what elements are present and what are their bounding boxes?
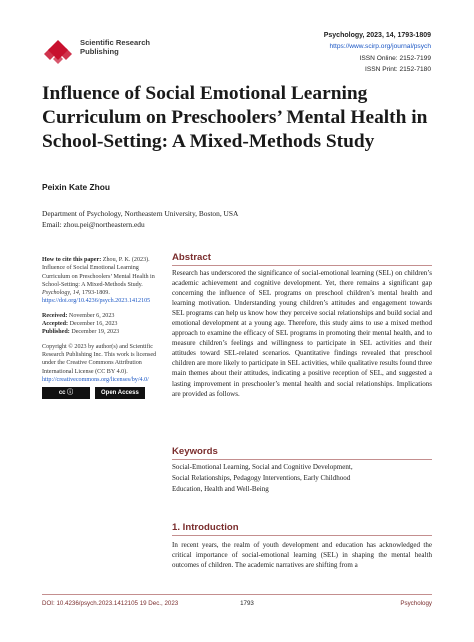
footer-doi[interactable]: DOI: 10.4236/psych.2023.1412105 19 Dec., 2023 bbox=[42, 600, 179, 607]
keywords-line: Social Relationships, Pedagogy Interventions, Early Childhood bbox=[172, 474, 351, 483]
introduction-divider bbox=[172, 535, 432, 536]
issn-print: ISSN Print: 2152-7180 bbox=[365, 66, 431, 74]
how-to-cite bbox=[42, 256, 162, 306]
keywords-list bbox=[172, 462, 432, 496]
license-link[interactable]: http://creativecommons.org/licenses/by/4.0/ bbox=[42, 376, 149, 383]
copyright-text: Copyright © 2023 by author(s) and Scientific Research Publishing Inc. This work is licensed under the Creative Commons Attribution International License (CC BY 4.0). bbox=[42, 343, 157, 375]
accepted-date: December 16, 2023 bbox=[69, 321, 118, 328]
affiliation-department: Department of Psychology, Northeastern University, Boston, USA bbox=[42, 209, 239, 218]
publisher-logo[interactable] bbox=[42, 40, 162, 66]
license-badges bbox=[42, 387, 162, 399]
affiliation bbox=[42, 208, 238, 230]
published-label: Published: bbox=[42, 329, 70, 336]
keywords-line: Social-Emotional Learning, Social and Cognitive Development, bbox=[172, 463, 353, 471]
affiliation-email[interactable]: Email: zhou.pei@northeastern.edu bbox=[42, 220, 145, 229]
page-number: 1793 bbox=[240, 600, 254, 607]
journal-citation: Psychology, 2023, 14, 1793-1809 bbox=[323, 32, 431, 39]
cite-text: Zhou, P. K. (2023). Influence of Social Emotional Learning Curriculum on Preschoolers’ Mental Health in School-Setting: A Mixed-Methods Study. bbox=[42, 257, 155, 288]
journal-url-link[interactable]: https://www.scirp.org/journal/psych bbox=[329, 43, 431, 51]
footer-journal: Psychology bbox=[400, 600, 432, 607]
introduction-heading: 1. Introduction bbox=[172, 522, 239, 533]
keywords-line: Education, Health and Well-Being bbox=[172, 485, 269, 494]
accepted-label: Accepted: bbox=[42, 321, 69, 328]
cite-label: How to cite this paper: bbox=[42, 257, 102, 263]
cite-doi-link[interactable]: https://doi.org/10.4236/psych.2023.1412105 bbox=[42, 298, 151, 305]
published-date: December 19, 2023 bbox=[71, 329, 120, 336]
abstract-heading: Abstract bbox=[172, 252, 211, 263]
page-footer bbox=[42, 600, 432, 612]
paper-title: Influence of Social Emotional Learning Curriculum on Preschoolers’ Mental Health in School-Setting: A Mixed-Methods Study bbox=[42, 83, 428, 152]
keywords-heading: Keywords bbox=[172, 446, 218, 457]
received-label: Received: bbox=[42, 312, 68, 319]
open-access-badge: Open Access bbox=[95, 387, 145, 399]
cite-journal: Psychology, 14, bbox=[42, 290, 81, 297]
cite-pages: 1793-1809. bbox=[81, 290, 110, 297]
introduction-body: In recent years, the realm of youth development and education has acknowledged the critical importance of social-emotional learning (SEL) in shaping the mental health outcomes of children. The academic narratives are shifting from a bbox=[172, 541, 432, 570]
article-sidebar bbox=[42, 256, 162, 399]
issn-online: ISSN Online: 2152-7199 bbox=[359, 54, 431, 62]
journal-meta bbox=[324, 30, 431, 76]
cc-by-badge[interactable]: cc ⓘ bbox=[42, 387, 90, 399]
received-date: November 6, 2023 bbox=[68, 312, 115, 319]
copyright-notice bbox=[42, 343, 162, 384]
publisher-name: Scientific Research Publishing bbox=[80, 38, 151, 57]
abstract-divider bbox=[172, 265, 432, 266]
footer-divider bbox=[42, 594, 432, 595]
author-name: Peixin Kate Zhou bbox=[42, 182, 110, 192]
abstract-body: Research has underscored the significance of social-emotional learning (SEL) on children’s academic achievement and cognitive development. Yet, there remains a significant gap concerning the influence of SEL programs on preschool children’s mental health and learning motivation. Understanding young children’s attitudes and engagement towards SEL programs can help us know how they perceive social relationships and build social and emotional development at a young age. Therefore, this study aims to use a mixed method approach to examine the efficacy of SEL programs in promoting their mental health, and to measure children’s feelings and willingness to participate in SEL activities and their attitudes toward SEL-related scenarios. Quantitative findings revealed that preschool children are more likely to participate in SEL activities, while qualitative results found three main themes about their attitudes, indicating a positive reception of SEL, and suggested a lasting improvement in preschooler’s mental health and social relationships. Implications are provided as follows. bbox=[172, 269, 432, 398]
scirp-diamond-icon bbox=[42, 40, 74, 66]
keywords-divider bbox=[172, 459, 432, 460]
dates bbox=[42, 312, 162, 337]
